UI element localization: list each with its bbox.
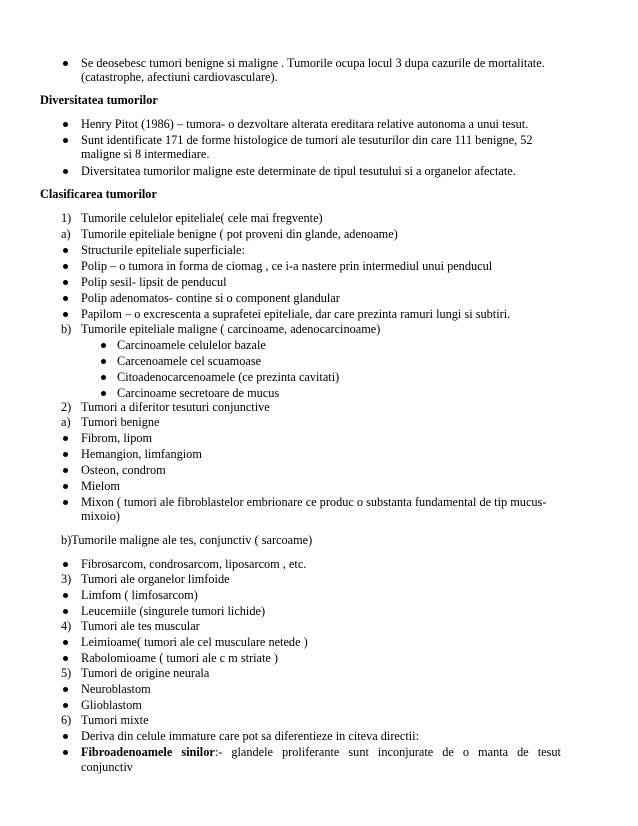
term-fibroadenoame: Fibroadenoamele sinilor bbox=[81, 745, 215, 759]
diversitate-item-3: Diversitatea tumorilor maligne este determinate de tipul tesutului si a organelor afectate. bbox=[81, 164, 516, 178]
heading-clasificarea: Clasificarea tumorilor bbox=[40, 187, 157, 201]
list-item: Citoadenocarcenoamele (ce prezinta cavitati) bbox=[117, 370, 340, 384]
bullet-icon bbox=[63, 703, 68, 708]
list-item: Tumori benigne bbox=[81, 415, 160, 429]
intro-line-2: (catastrophe, afectiuni cardiovasculare). bbox=[81, 70, 278, 84]
bullet-icon bbox=[101, 391, 106, 396]
list-item: Mixon ( tumori ale fibroblastelor embrionare ce produc o substanta fundamental de tip mucus- bbox=[81, 495, 547, 509]
list-item: Polip sesil- lipsit de penducul bbox=[81, 275, 227, 289]
term-description: :- glandele proliferante sunt inconjurate de o manta de tesut bbox=[214, 745, 561, 759]
bullet-icon bbox=[63, 484, 68, 489]
list-item: Polip adenomatos- contine si o component glandular bbox=[81, 291, 340, 305]
list-item: Tumori ale organelor limfoide bbox=[81, 572, 230, 586]
bullet-icon bbox=[63, 500, 68, 505]
bullet-icon bbox=[63, 280, 68, 285]
list-item: Leimioame( tumori ale cel musculare netede ) bbox=[81, 635, 308, 649]
list-marker: a) bbox=[61, 227, 71, 241]
list-marker: b) bbox=[61, 322, 72, 336]
bullet-icon bbox=[63, 452, 68, 457]
subheading-maligne: b)Tumorile maligne ale tes, conjunctiv ( sarcoame) bbox=[61, 533, 313, 547]
list-item: Limfom ( limfosarcom) bbox=[81, 588, 198, 602]
list-marker: a) bbox=[61, 415, 71, 429]
bullet-icon bbox=[101, 375, 106, 380]
list-marker: 2) bbox=[61, 400, 72, 414]
list-item: Structurile epiteliale superficiale: bbox=[81, 243, 245, 257]
diversitate-item-2-line-1: Sunt identificate 171 de forme histologice de tumori ale tesuturilor din care 111 benigne, 52 bbox=[81, 133, 533, 147]
diversitate-item-1: Henry Pitot (1986) – tumora- o dezvoltare alterata ereditara relative autonoma a unui tesut. bbox=[81, 117, 529, 131]
list-marker: 5) bbox=[61, 666, 72, 680]
list-item: Glioblastom bbox=[81, 698, 142, 712]
bullet-icon bbox=[63, 296, 68, 301]
list-marker: 3) bbox=[61, 572, 72, 586]
bullet-icon bbox=[63, 562, 68, 567]
list-item: Fibrom, lipom bbox=[81, 431, 153, 445]
list-item: Carcinoamele celulelor bazale bbox=[117, 338, 266, 352]
bullet-icon bbox=[63, 687, 68, 692]
bullet-icon bbox=[63, 734, 68, 739]
bullet-icon bbox=[63, 264, 68, 269]
list-item: Tumorile epiteliale maligne ( carcinoame, adenocarcinoame) bbox=[81, 322, 381, 336]
bullet-icon bbox=[63, 122, 68, 127]
list-item-continued: conjunctiv bbox=[81, 760, 133, 774]
list-item: Polip – o tumora in forma de ciomag , ce i-a nastere prin intermediul unui penducul bbox=[81, 259, 493, 273]
bullet-icon bbox=[63, 468, 68, 473]
bullet-icon bbox=[63, 312, 68, 317]
list-item: Tumorile epiteliale benigne ( pot proveni din glande, adenoame) bbox=[81, 227, 398, 241]
bullet-icon bbox=[63, 640, 68, 645]
list-item: Papilom – o excrescenta a suprafetei epiteliale, dar care prezinta ramuri lungi si subtiri. bbox=[81, 307, 511, 321]
list-item: Tumori a diferitor tesuturi conjunctive bbox=[81, 400, 270, 414]
list-item-continued: mixoio) bbox=[81, 509, 120, 523]
list-item: Mielom bbox=[81, 479, 120, 493]
list-item: Carcenoamele cel scuamoase bbox=[117, 354, 262, 368]
bullet-icon bbox=[63, 593, 68, 598]
heading-diversitatea: Diversitatea tumorilor bbox=[40, 93, 158, 107]
list-item: Deriva din celule immature care pot sa diferentieze in citeva directii: bbox=[81, 729, 420, 743]
list-item bbox=[81, 745, 561, 760]
list-item: Tumori ale tes muscular bbox=[81, 619, 200, 633]
bullet-icon bbox=[63, 750, 68, 755]
list-marker: 1) bbox=[61, 211, 72, 225]
bullet-icon bbox=[63, 248, 68, 253]
list-item: Tumorile celulelor epiteliale( cele mai fregvente) bbox=[81, 211, 323, 225]
bullet-icon bbox=[101, 359, 106, 364]
list-item: Osteon, condrom bbox=[81, 463, 166, 477]
list-marker: 6) bbox=[61, 713, 72, 727]
bullet-icon bbox=[63, 436, 68, 441]
bullet-icon bbox=[101, 343, 106, 348]
list-item: Fibrosarcom, condrosarcom, liposarcom , etc. bbox=[81, 557, 307, 571]
bullet-icon bbox=[63, 609, 68, 614]
list-marker: 4) bbox=[61, 619, 72, 633]
bullet-icon bbox=[63, 169, 68, 174]
list-item: Tumori de origine neurala bbox=[81, 666, 210, 680]
list-item: Leucemiile (singurele tumori lichide) bbox=[81, 604, 266, 618]
list-item: Tumori mixte bbox=[81, 713, 149, 727]
intro-line-1: Se deosebesc tumori benigne si maligne . Tumorile ocupa locul 3 dupa cazurile de mortalitate. bbox=[81, 56, 545, 70]
bullet-icon bbox=[63, 138, 68, 143]
list-item: Carcinoame secretoare de mucus bbox=[117, 386, 280, 400]
bullet-icon bbox=[63, 656, 68, 661]
diversitate-item-2-line-2: maligne si 8 intermediare. bbox=[81, 147, 210, 161]
bullet-icon bbox=[63, 61, 68, 66]
list-item: Hemangion, limfangiom bbox=[81, 447, 202, 461]
list-item: Neuroblastom bbox=[81, 682, 151, 696]
list-item: Rabolomioame ( tumori ale c m striate ) bbox=[81, 651, 279, 665]
